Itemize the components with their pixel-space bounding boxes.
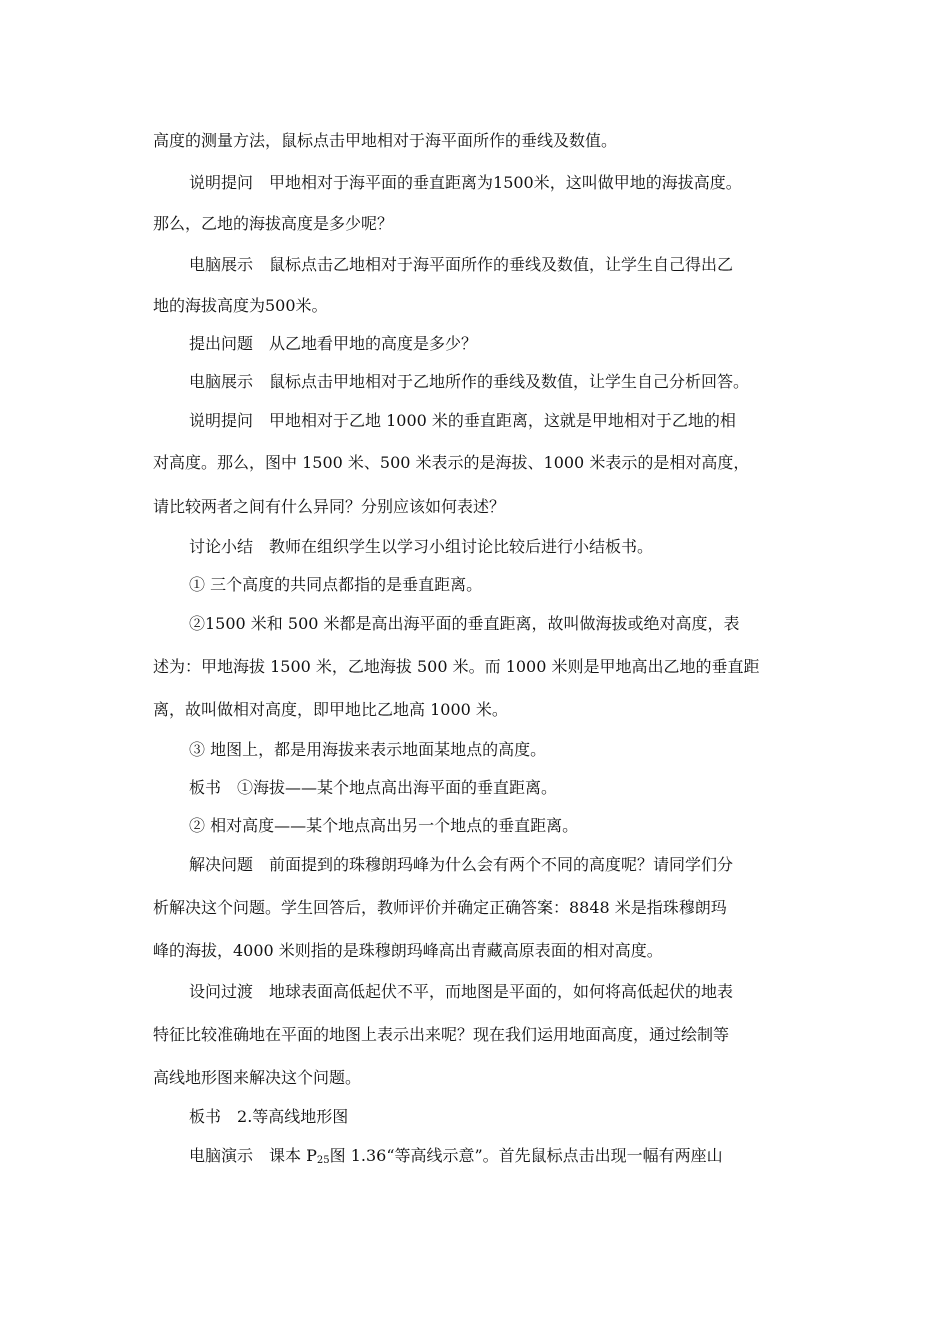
paragraph-line — [189, 981, 849, 1003]
text: 高度的测量方法，鼠标点击甲地相对于海平面所作的垂线及数值。 — [153, 131, 618, 150]
text: 离，故叫做相对高度，即甲地比乙地高 1000 米。 — [153, 700, 508, 719]
text: 课本 P — [269, 1146, 317, 1165]
paragraph-line — [153, 452, 813, 474]
paragraph-line — [189, 854, 849, 876]
text: 甲地相对于乙地 1000 米的垂直距离，这就是甲地相对于乙地的相 — [269, 411, 736, 430]
paragraph-line — [189, 1145, 849, 1167]
paragraph-line — [189, 1106, 849, 1128]
paragraph-line — [153, 897, 813, 919]
page-subscript: 25 — [316, 1155, 330, 1166]
text: 那么，乙地的海拔高度是多少呢？ — [153, 214, 394, 233]
text: ①海拔——某个地点高出海平面的垂直距离。 — [237, 778, 558, 797]
text: 鼠标点击甲地相对于乙地所作的垂线及数值，让学生自己分析回答。 — [269, 372, 750, 391]
paragraph-line — [189, 613, 849, 635]
text: 析解决这个问题。学生回答后，教师评价并确定正确答案：8848 米是指珠穆朗玛 — [153, 898, 727, 917]
paragraph-line — [153, 295, 813, 317]
paragraph-line — [153, 1024, 813, 1046]
paragraph-line — [153, 1067, 813, 1089]
text: 述为：甲地海拔 1500 米，乙地海拔 500 米。而 1000 米则是甲地高出乙地的垂直距 — [153, 657, 760, 676]
paragraph-line — [153, 656, 813, 678]
paragraph-line — [189, 371, 849, 393]
text: 请比较两者之间有什么异同？分别应该如何表述？ — [153, 497, 506, 516]
paragraph-line — [153, 130, 813, 152]
text: 从乙地看甲地的高度是多少？ — [269, 334, 478, 353]
paragraph-label: 板书 — [189, 1107, 222, 1126]
paragraph-line — [189, 815, 849, 837]
text: 峰的海拔，4000 米则指的是珠穆朗玛峰高出青藏高原表面的相对高度。 — [153, 941, 663, 960]
paragraph-label: 提出问题 — [189, 334, 254, 353]
paragraph-label: 解决问题 — [189, 855, 254, 874]
text: 对高度。那么，图中 1500 米、500 米表示的是海拔、1000 米表示的是相对高度， — [153, 453, 750, 472]
paragraph-label: 电脑展示 — [189, 255, 254, 274]
text: ②1500 米和 500 米都是高出海平面的垂直距离，故叫做海拔或绝对高度，表 — [189, 614, 740, 633]
text: 甲地相对于海平面的垂直距离为1500米，这叫做甲地的海拔高度。 — [269, 173, 742, 192]
text: 特征比较准确地在平面的地图上表示出来呢？现在我们运用地面高度，通过绘制等 — [153, 1025, 730, 1044]
paragraph-line — [189, 777, 849, 799]
text: 地球表面高低起伏不平，而地图是平面的，如何将高低起伏的地表 — [269, 982, 734, 1001]
paragraph-line — [189, 333, 849, 355]
paragraph-line — [189, 739, 849, 761]
paragraph-line — [153, 213, 813, 235]
paragraph-line — [189, 536, 849, 558]
paragraph-line — [153, 699, 813, 721]
text: 教师在组织学生以学习小组讨论比较后进行小结板书。 — [269, 537, 654, 556]
text: 高线地形图来解决这个问题。 — [153, 1068, 362, 1087]
text: 地的海拔高度为500米。 — [153, 296, 328, 315]
paragraph-line — [189, 574, 849, 596]
paragraph-label: 讨论小结 — [189, 537, 254, 556]
text: ③ 地图上，都是用海拔来表示地面某地点的高度。 — [189, 740, 547, 759]
text: ① 三个高度的共同点都指的是垂直距离。 — [189, 575, 483, 594]
paragraph-label: 电脑展示 — [189, 372, 254, 391]
text: 图 1.36“等高线示意”。首先鼠标点击出现一幅有两座山 — [329, 1146, 723, 1165]
text: 前面提到的珠穆朗玛峰为什么会有两个不同的高度呢？请同学们分 — [269, 855, 734, 874]
paragraph-label: 电脑演示 — [189, 1146, 254, 1165]
paragraph-line — [153, 496, 813, 518]
paragraph-line — [189, 410, 849, 432]
paragraph-label: 说明提问 — [189, 173, 254, 192]
paragraph-line — [189, 172, 849, 194]
paragraph-label: 板书 — [189, 778, 222, 797]
text: ② 相对高度——某个地点高出另一个地点的垂直距离。 — [189, 816, 579, 835]
paragraph-label: 设问过渡 — [189, 982, 254, 1001]
paragraph-label: 说明提问 — [189, 411, 254, 430]
paragraph-line — [153, 940, 813, 962]
paragraph-line — [189, 254, 849, 276]
text: 2.等高线地形图 — [237, 1107, 349, 1126]
text: 鼠标点击乙地相对于海平面所作的垂线及数值，让学生自己得出乙 — [269, 255, 734, 274]
